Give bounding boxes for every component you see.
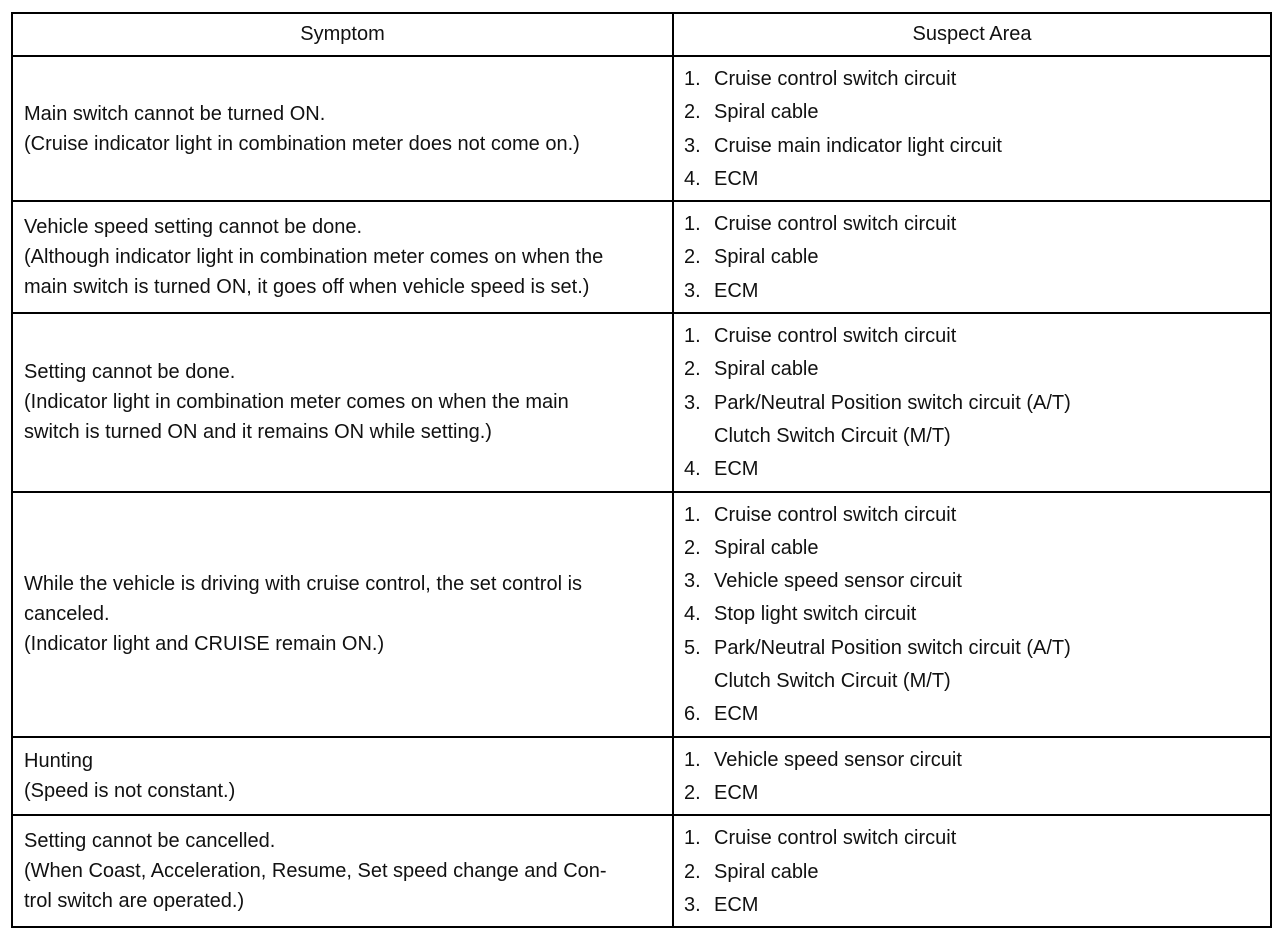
item-text: Stop light switch circuit	[714, 603, 917, 626]
symptom-line: Setting cannot be done.	[24, 361, 236, 384]
suspect-area-cell	[673, 737, 1271, 816]
suspect-area-item	[684, 822, 1260, 855]
symptom-cell	[12, 201, 673, 313]
suspect-area-item	[684, 744, 1260, 777]
suspect-area-cell	[673, 815, 1271, 927]
suspect-area-cell	[673, 492, 1271, 737]
symptom-cell	[12, 313, 673, 491]
item-text: Spiral cable	[714, 860, 819, 883]
symptom-cell	[12, 492, 673, 737]
symptom-line: trol switch are operated.)	[24, 890, 245, 913]
item-number: 1.	[684, 68, 701, 90]
symptom-line: Hunting	[24, 749, 93, 772]
item-number: 1.	[684, 213, 701, 236]
item-text: Spiral cable	[714, 101, 819, 124]
suspect-area-item	[684, 163, 1260, 196]
item-text: Cruise control switch circuit	[714, 325, 957, 348]
symptom-line: (When Coast, Acceleration, Resume, Set speed change and Con-	[24, 860, 607, 883]
item-number: 3.	[684, 893, 701, 916]
symptom-line: Vehicle speed setting cannot be done.	[24, 216, 363, 239]
item-text: Vehicle speed sensor circuit	[714, 570, 962, 593]
symptom-line: Main switch cannot be turned ON.	[24, 102, 326, 125]
item-text: Spiral cable	[714, 536, 819, 559]
suspect-area-item	[684, 96, 1260, 129]
item-number: 2.	[684, 358, 701, 381]
symptom-cell	[12, 56, 673, 201]
table-row	[12, 201, 1271, 313]
item-text: Clutch Switch Circuit (M/T)	[714, 670, 951, 693]
item-text: Vehicle speed sensor circuit	[714, 748, 962, 771]
item-number: 1.	[684, 827, 701, 850]
symptom-line: (Indicator light and CRUISE remain ON.)	[24, 633, 385, 656]
suspect-area-cell	[673, 56, 1271, 201]
item-text: ECM	[714, 893, 759, 916]
item-number: 1.	[684, 503, 701, 526]
table-header-row	[12, 13, 1271, 56]
symptom-line: While the vehicle is driving with cruise control, the set control is	[24, 573, 583, 596]
suspect-area-item	[684, 208, 1260, 241]
suspect-area-item	[684, 532, 1260, 565]
suspect-area-item	[684, 698, 1260, 731]
item-text: Park/Neutral Position switch circuit (A/T)	[714, 636, 1071, 659]
symptom-line: switch is turned ON and it remains ON while setting.)	[24, 421, 492, 444]
suspect-area-item	[684, 453, 1260, 486]
header-suspect-area: Suspect Area	[673, 13, 1271, 56]
suspect-area-list	[684, 744, 1260, 811]
symptom-line: Setting cannot be cancelled.	[24, 830, 276, 853]
suspect-area-item	[684, 130, 1260, 163]
item-number: 3.	[684, 391, 701, 414]
suspect-area-list	[684, 822, 1260, 922]
item-text: ECM	[714, 167, 759, 190]
suspect-area-item	[684, 275, 1260, 308]
suspect-area-item	[684, 387, 1260, 420]
symptom-cell	[12, 737, 673, 816]
item-number: 1.	[684, 325, 701, 348]
item-number: 3.	[684, 279, 701, 302]
suspect-area-item	[684, 353, 1260, 386]
item-text: ECM	[714, 703, 759, 726]
symptom-line: canceled.	[24, 603, 110, 626]
table-row	[12, 313, 1271, 491]
table-row	[12, 492, 1271, 737]
suspect-area-item	[684, 499, 1260, 532]
suspect-area-item	[684, 889, 1260, 922]
item-number: 2.	[684, 246, 701, 269]
suspect-area-item	[684, 320, 1260, 353]
header-symptom: Symptom	[12, 13, 673, 56]
suspect-area-list	[684, 320, 1260, 486]
symptom-line: (Cruise indicator light in combination meter does not come on.)	[24, 132, 580, 155]
symptom-cell	[12, 815, 673, 927]
symptom-line: main switch is turned ON, it goes off when vehicle speed is set.)	[24, 276, 590, 299]
item-number: 2.	[684, 781, 701, 804]
suspect-area-item	[684, 777, 1260, 810]
suspect-area-item	[684, 241, 1260, 274]
suspect-area-list	[684, 499, 1260, 732]
item-number	[684, 420, 714, 453]
item-number: 2.	[684, 860, 701, 883]
item-text: Cruise control switch circuit	[714, 503, 957, 526]
suspect-area-item	[684, 420, 1260, 453]
item-number: 4.	[684, 167, 701, 190]
item-text: Cruise control switch circuit	[714, 68, 957, 90]
item-text: Cruise control switch circuit	[714, 827, 957, 850]
symptom-line: (Indicator light in combination meter comes on when the main	[24, 391, 569, 414]
item-number: 3.	[684, 570, 701, 593]
item-number: 5.	[684, 636, 701, 659]
item-text: Clutch Switch Circuit (M/T)	[714, 424, 951, 447]
suspect-area-item	[684, 856, 1260, 889]
suspect-area-item	[684, 665, 1260, 698]
item-number: 3.	[684, 134, 701, 157]
suspect-area-cell	[673, 201, 1271, 313]
item-text: Park/Neutral Position switch circuit (A/T)	[714, 391, 1071, 414]
item-number: 4.	[684, 603, 701, 626]
troubleshooting-table	[11, 12, 1272, 928]
table-row	[12, 815, 1271, 927]
suspect-area-list	[684, 208, 1260, 308]
item-number: 4.	[684, 458, 701, 481]
symptom-line: (Although indicator light in combination meter comes on when the	[24, 246, 604, 269]
suspect-area-list	[684, 63, 1260, 196]
suspect-area-item	[684, 565, 1260, 598]
suspect-area-item	[684, 63, 1260, 96]
item-text: Cruise main indicator light circuit	[714, 134, 1002, 157]
item-text: Spiral cable	[714, 358, 819, 381]
item-number: 2.	[684, 101, 701, 124]
table-row	[12, 737, 1271, 816]
item-text: Spiral cable	[714, 246, 819, 269]
suspect-area-cell	[673, 313, 1271, 491]
item-number	[684, 665, 714, 698]
suspect-area-item	[684, 598, 1260, 631]
table-row	[12, 56, 1271, 201]
item-text: ECM	[714, 458, 759, 481]
suspect-area-item	[684, 632, 1260, 665]
item-text: ECM	[714, 781, 759, 804]
item-text: ECM	[714, 279, 759, 302]
item-number: 1.	[684, 748, 701, 771]
item-text: Cruise control switch circuit	[714, 213, 957, 236]
item-number: 6.	[684, 703, 701, 726]
symptom-line: (Speed is not constant.)	[24, 779, 236, 802]
item-number: 2.	[684, 536, 701, 559]
